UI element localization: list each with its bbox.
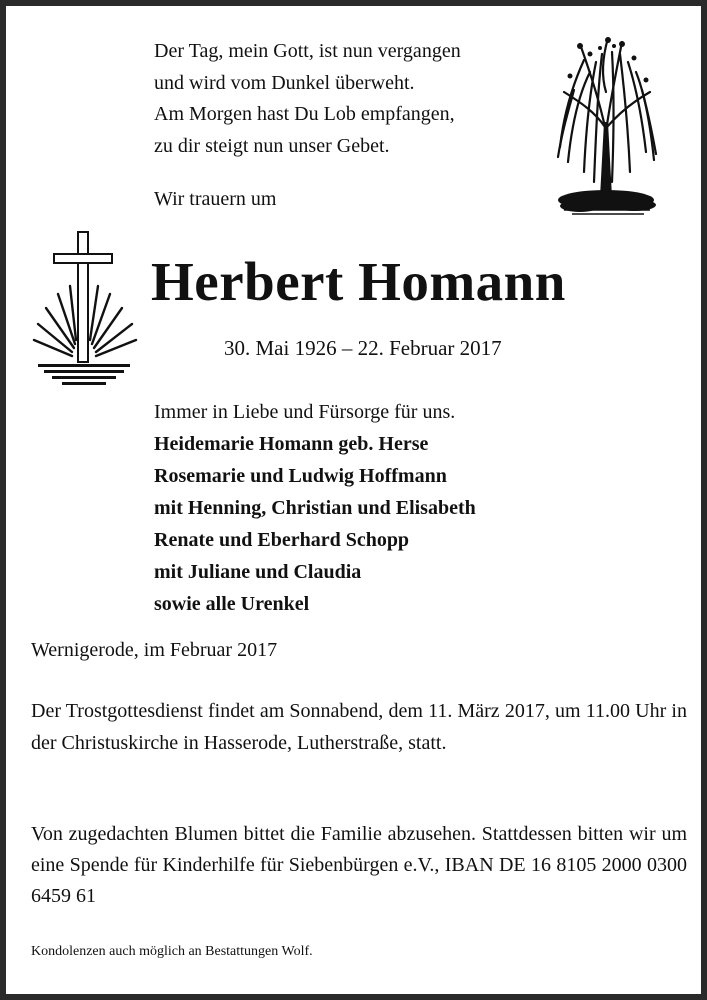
family-member: mit Henning, Christian und Elisabeth	[154, 497, 476, 519]
poem	[154, 36, 461, 162]
obituary-notice	[6, 6, 701, 994]
life-dates: 30. Mai 1926 – 22. Februar 2017	[224, 336, 502, 360]
service-announcement: Der Trostgottesdienst findet am Sonnabend, dem 11. März 2017, um 11.00 Uhr in der Christuskirche in Hasserode, Lutherstraße, statt.	[31, 700, 687, 754]
family-member: mit Juliane und Claudia	[154, 561, 362, 583]
poem-line: und wird vom Dunkel überweht.	[154, 71, 415, 94]
deceased-name: Herbert Homann	[151, 251, 566, 312]
family-member: Renate und Eberhard Schopp	[154, 529, 410, 551]
weeping-willow-icon	[550, 32, 662, 228]
donation-request: Von zugedachten Blumen bittet die Familie abzusehen. Stattdessen bitten wir um eine Spende für Kinderhilfe für Siebenbürgen e.V., IBAN DE 16 8105 2000 0300 6459 61	[31, 823, 687, 907]
family-list	[154, 396, 476, 620]
mourning-intro: Wir trauern um	[154, 188, 277, 210]
family-intro: Immer in Liebe und Fürsorge für uns.	[154, 401, 456, 423]
place-date: Wernigerode, im Februar 2017	[31, 639, 278, 661]
poem-line: Am Morgen hast Du Lob empfangen,	[154, 103, 455, 125]
family-member: sowie alle Urenkel	[154, 593, 310, 615]
poem-line: Der Tag, mein Gott, ist nun vergangen	[154, 40, 461, 62]
cross-with-sunrays-icon	[26, 228, 144, 388]
condolences-note: Kondolenzen auch möglich an Bestattungen Wolf.	[31, 944, 313, 959]
family-member: Heidemarie Homann geb. Herse	[154, 433, 429, 455]
family-member: Rosemarie und Ludwig Hoffmann	[154, 465, 447, 487]
poem-line: zu dir steigt nun unser Gebet.	[154, 134, 390, 157]
